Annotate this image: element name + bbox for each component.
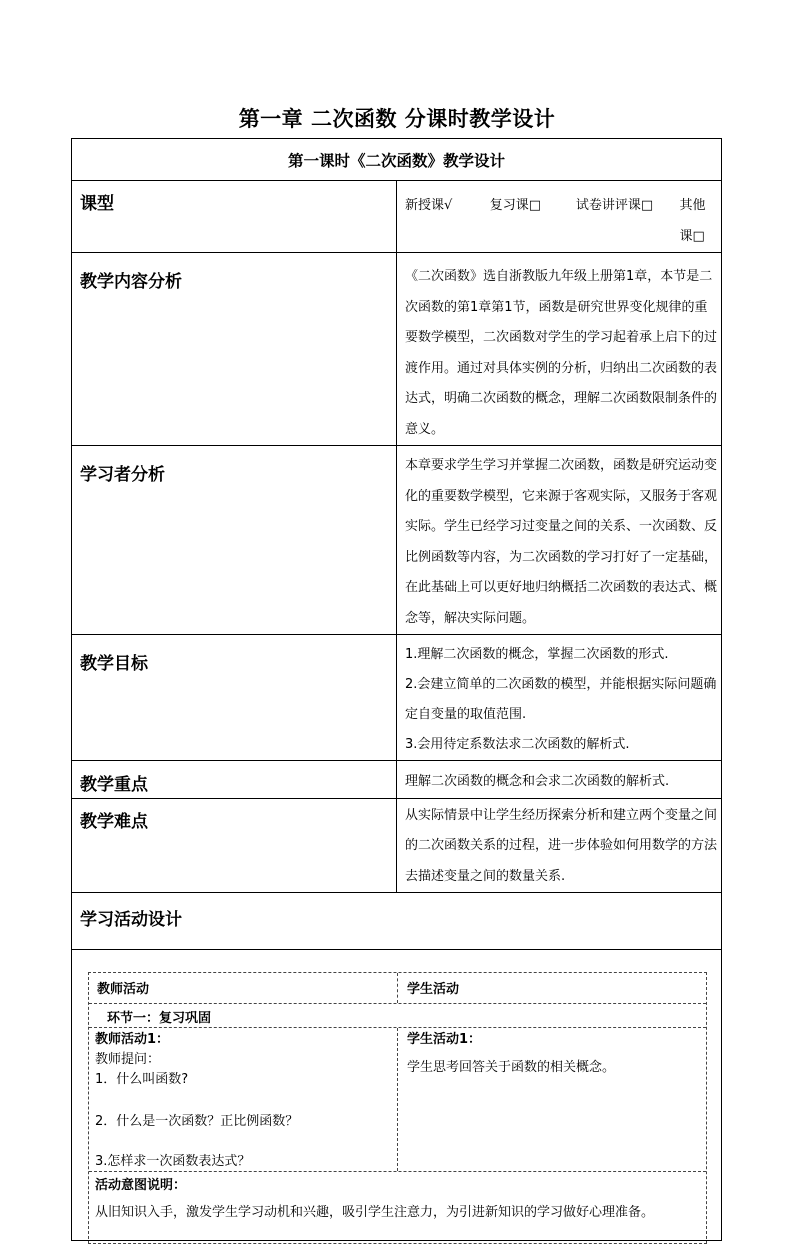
activity-table (88, 972, 707, 1244)
learner-analysis-text: 本章要求学生学习并掌握二次函数，函数是研究运动变化的重要数学模型，它来源于客观实际，又服务于客观实际。学生已经学习过变量之间的关系、一次函数、反比例函数等内容，为二次函数的学习打好了一定基础，在此基础上可以更好地归纳概括二次函数的表达式、概念等，解决实际问题。 (397, 446, 722, 635)
teacher-prompt: 教师提问： (95, 1052, 161, 1067)
learner-analysis-label: 学习者分析 (72, 446, 397, 635)
document-title: 第一章 二次函数 分课时教学设计 (238, 107, 556, 131)
activity-design-area (72, 950, 722, 1241)
teacher-activity-cell (95, 1030, 298, 1172)
student-activity-text: 学生思考回答关于函数的相关概念。 (407, 1060, 616, 1075)
lesson-design-table (71, 138, 722, 1241)
course-type-review: 复习课□ (489, 198, 541, 213)
header-divider (397, 973, 398, 1003)
lesson-title: 第一课时《二次函数》教学设计 (72, 139, 722, 181)
course-type-options (397, 181, 722, 253)
purpose-text: 从旧知识入手，激发学生学习动机和兴趣，吸引学生注意力，为引进新知识的学习做好心理准备。 (95, 1205, 655, 1220)
course-type-exam-review: 试卷讲评课□ (575, 198, 654, 213)
student-activity-title: 学生活动1： (407, 1032, 482, 1047)
purpose-title: 活动意图说明： (95, 1178, 187, 1193)
course-type-new: 新授课√ (405, 198, 453, 213)
step-title: 环节一：复习巩固 (107, 1011, 212, 1026)
column-divider (397, 1028, 398, 1171)
content-analysis-label: 教学内容分析 (72, 253, 397, 446)
student-activity-header: 学生活动 (407, 982, 460, 997)
difficulties-label: 教学难点 (72, 798, 397, 893)
question-item: 3.怎样求一次函数表达式？ (95, 1154, 251, 1169)
objective-item: 1.理解二次函数的概念，掌握二次函数的形式. (405, 647, 669, 662)
objective-item: 2.会建立简单的二次函数的模型，并能根据实际问题确定自变量的取值范围. (405, 677, 717, 722)
student-activity-cell (407, 1030, 615, 1078)
purpose-section (89, 1171, 706, 1220)
objectives-label: 教学目标 (72, 635, 397, 761)
content-analysis-text: 《二次函数》选自浙教版九年级上册第1章，本节是二次函数的第1章第1节，函数是研究世界变化规律的重要数学模型，二次函数对学生的学习起着承上启下的过渡作用。通过对具体实例的分析，归纳出二次函数的表达式，明确二次函数的概念，理解二次函数限制条件的意义。 (397, 253, 722, 446)
key-points-text: 理解二次函数的概念和会求二次函数的解析式. (397, 761, 722, 799)
teacher-activity-title: 教师活动1： (95, 1032, 170, 1047)
activity-design-label: 学习活动设计 (72, 893, 722, 950)
objectives-list (397, 635, 722, 761)
course-type-other: 其他课□ (679, 198, 706, 244)
question-item: 1．什么叫函数? (95, 1072, 189, 1087)
difficulties-text: 从实际情景中让学生经历探索分析和建立两个变量之间的二次函数关系的过程，进一步体验如何用数学的方法去描述变量之间的数量关系. (397, 798, 722, 893)
course-type-label: 课型 (72, 181, 397, 253)
objective-item: 3.会用待定系数法求二次函数的解析式. (405, 737, 630, 752)
question-item: 2．什么是一次函数？正比例函数？ (95, 1114, 299, 1129)
key-points-label: 教学重点 (72, 761, 397, 799)
step-row (89, 1004, 706, 1028)
teacher-activity-header: 教师活动 (97, 982, 150, 997)
